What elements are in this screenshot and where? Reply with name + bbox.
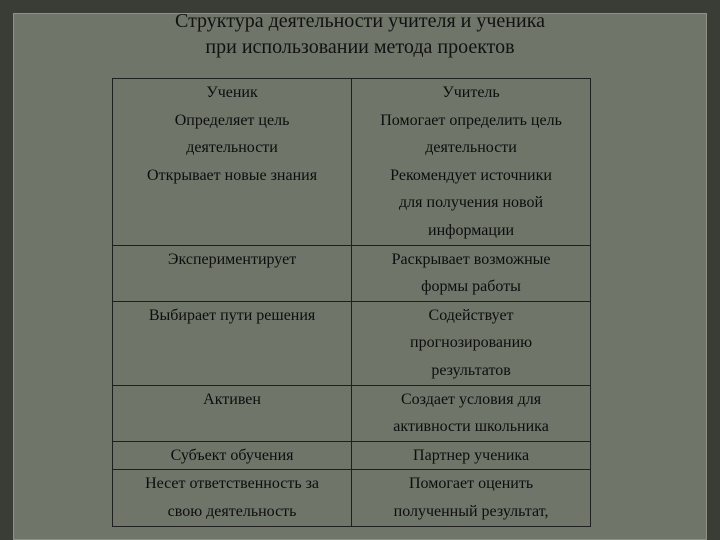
cell-text-line: Помогает определить цель [380,111,562,129]
cell-text-line: полученный результат, [393,502,549,520]
table-row [113,470,591,526]
cell-text-line: Содействует [428,306,514,324]
cell-text-line: Создает условия для [401,390,542,408]
table-row [113,79,591,246]
teacher-cell [352,470,591,526]
comparison-table [112,78,591,527]
table-row [113,441,591,470]
cell-text-line: Раскрывает возможные [391,250,551,268]
cell-text-line: деятельности [425,139,517,157]
cell-text-line: формы работы [421,278,521,296]
table-row [113,245,591,301]
student-cell [113,301,352,385]
cell-text-line: Ученик [206,84,258,101]
cell-text-line: для получения новой [399,194,544,212]
cell-text-line: Рекомендует источники [390,166,552,184]
cell-text-line: результатов [431,361,511,379]
cell-text-line: Несет ответственность за [145,475,320,493]
student-cell [113,385,352,441]
slide-title [0,8,720,60]
cell-text-line: Учитель [442,84,500,101]
cell-text-line: прогнозированию [410,334,533,352]
cell-text-line: Открывает новые знания [147,166,318,184]
teacher-cell [352,79,591,246]
teacher-cell [352,301,591,385]
student-cell [113,245,352,301]
teacher-cell [352,385,591,441]
title-line-1: Структура деятельности учителя и ученика [175,10,545,32]
cell-text-line: деятельности [186,139,278,157]
student-cell [113,470,352,526]
teacher-cell [352,441,591,470]
table-row [113,385,591,441]
teacher-cell [352,245,591,301]
title-line-2: при использовании метода проектов [205,36,515,58]
cell-text-line: Экспериментирует [167,250,297,268]
cell-text-line: свою деятельность [167,502,297,520]
cell-text-line: Помогает оценить [408,475,534,493]
table-row [113,301,591,385]
cell-text-line: Определяет цель [174,111,290,129]
cell-text-line: Субъект обучения [170,446,294,464]
student-cell [113,79,352,246]
student-cell [113,441,352,470]
cell-text-line: Активен [203,390,261,408]
cell-text-line: Партнер ученика [413,446,530,464]
cell-text-line: информации [428,221,515,239]
cell-text-line: активности школьника [393,418,549,436]
cell-text-line: Выбирает пути решения [148,306,316,324]
